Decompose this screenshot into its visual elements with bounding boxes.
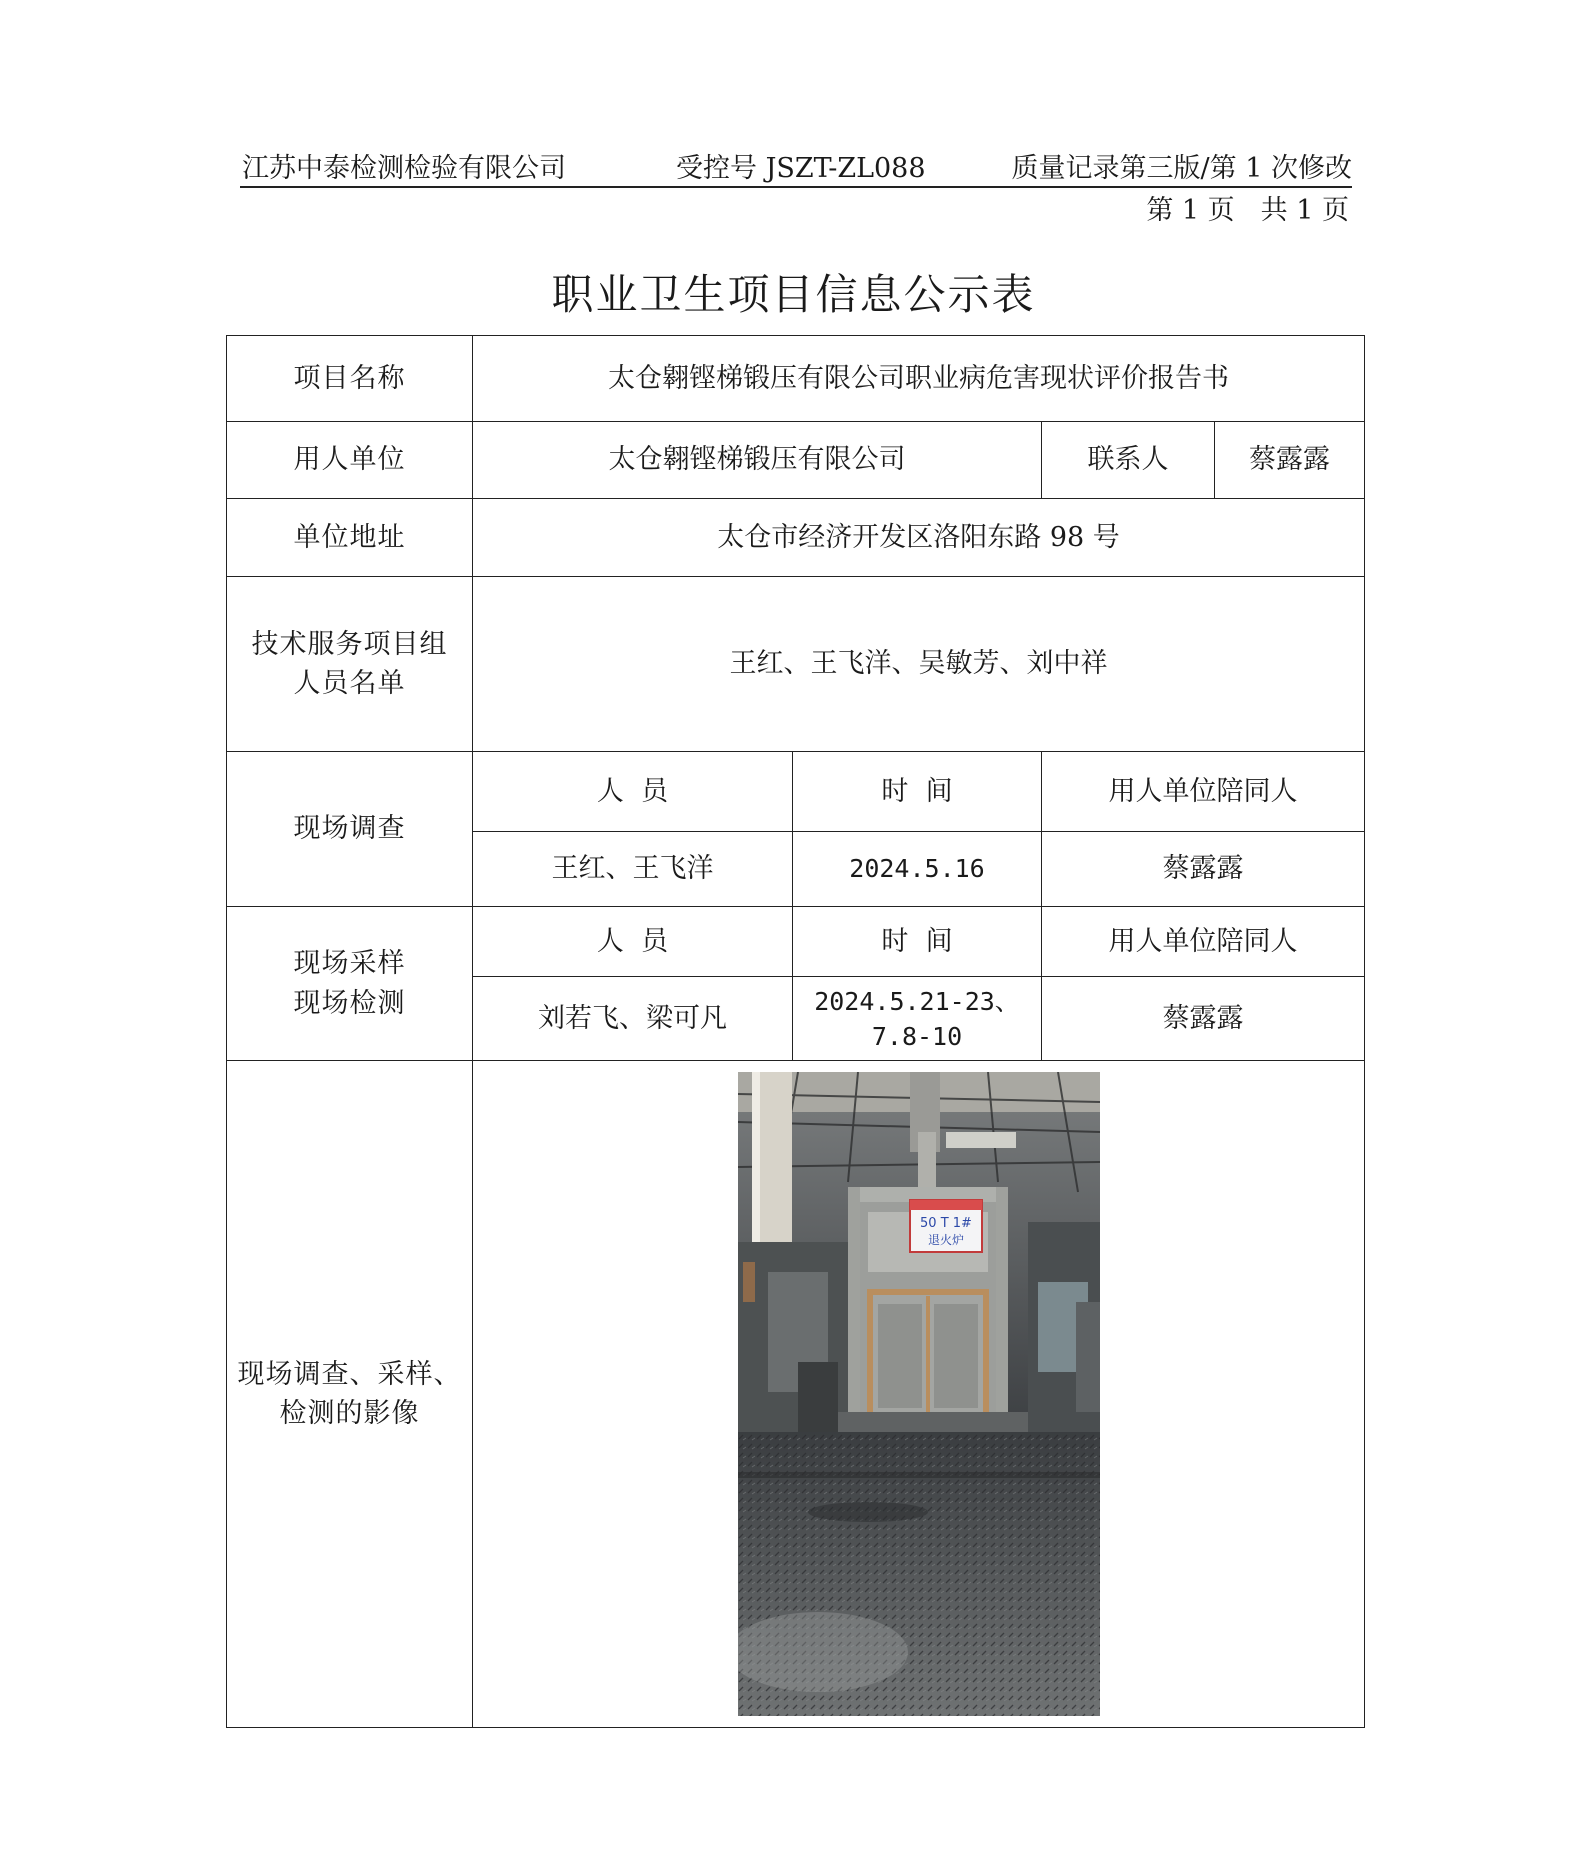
sampling-time-line1: 2024.5.21-23、: [814, 986, 1020, 1016]
furnace-sign-line2: 退火炉: [927, 1233, 964, 1247]
address-value: 太仓市经济开发区洛阳东路 98 号: [473, 499, 1365, 577]
images-label: [227, 1061, 473, 1728]
sampling-col-person: 人 员: [473, 907, 793, 977]
team-label-line1: 技术服务项目组: [251, 628, 448, 660]
row-survey-header: [227, 752, 1365, 832]
sampling-col-time: 时 间: [793, 907, 1042, 977]
survey-time: 2024.5.16: [793, 832, 1042, 907]
sampling-label: [227, 907, 473, 1061]
team-value: 王红、王飞洋、吴敏芳、刘中祥: [473, 577, 1365, 752]
furnace-sign-line1: 50 T 1#: [919, 1216, 972, 1231]
sampling-col-escort: 用人单位陪同人: [1042, 907, 1365, 977]
sampling-time-line2: 7.8-10: [871, 1021, 963, 1051]
sampling-label-line2: 现场检测: [293, 987, 406, 1019]
control-number: 受控号 JSZT-ZL088: [676, 153, 926, 184]
images-cell: [473, 1061, 1365, 1728]
employer-value: 太仓翱铿梯锻压有限公司: [473, 422, 1042, 499]
record-version: 质量记录第三版/第 1 次修改: [1011, 153, 1352, 184]
project-name-value: 太仓翱铿梯锻压有限公司职业病危害现状评价报告书: [473, 336, 1365, 422]
row-images: [227, 1061, 1365, 1728]
survey-label: 现场调查: [227, 752, 473, 907]
row-team: [227, 577, 1365, 752]
images-label-line1: 现场调查、采样、: [237, 1358, 462, 1390]
site-photo: [738, 1072, 1100, 1716]
team-label-line2: 人员名单: [293, 668, 406, 699]
sampling-person: 刘若飞、梁可凡: [473, 977, 793, 1061]
project-name-label: 项目名称: [227, 336, 473, 422]
info-table: [226, 335, 1365, 1728]
survey-escort: 蔡露露: [1042, 832, 1365, 907]
page-total: 共 1 页: [1260, 195, 1349, 226]
survey-col-escort: 用人单位陪同人: [1042, 752, 1365, 832]
company-name: 江苏中泰检测检验有限公司: [242, 153, 566, 184]
employer-label: 用人单位: [227, 422, 473, 499]
row-employer: [227, 422, 1365, 499]
row-project-name: [227, 336, 1365, 422]
address-label: 单位地址: [227, 499, 473, 577]
survey-person: 王红、王飞洋: [473, 832, 793, 907]
sampling-escort: 蔡露露: [1042, 977, 1365, 1061]
page-current: 第 1 页: [1146, 195, 1235, 226]
sampling-time: [793, 977, 1042, 1061]
sampling-label-line1: 现场采样: [293, 948, 406, 980]
row-address: [227, 499, 1365, 577]
team-label: [227, 577, 473, 752]
row-sampling-header: [227, 907, 1365, 977]
contact-label: 联系人: [1042, 422, 1215, 499]
images-label-line2: 检测的影像: [279, 1398, 420, 1429]
survey-col-time: 时 间: [793, 752, 1042, 832]
page-number: [1120, 188, 1349, 227]
page-title: 职业卫生项目信息公示表: [551, 270, 1036, 319]
survey-col-person: 人 员: [473, 752, 793, 832]
contact-value: 蔡露露: [1215, 422, 1365, 499]
document-header: [240, 140, 1352, 188]
